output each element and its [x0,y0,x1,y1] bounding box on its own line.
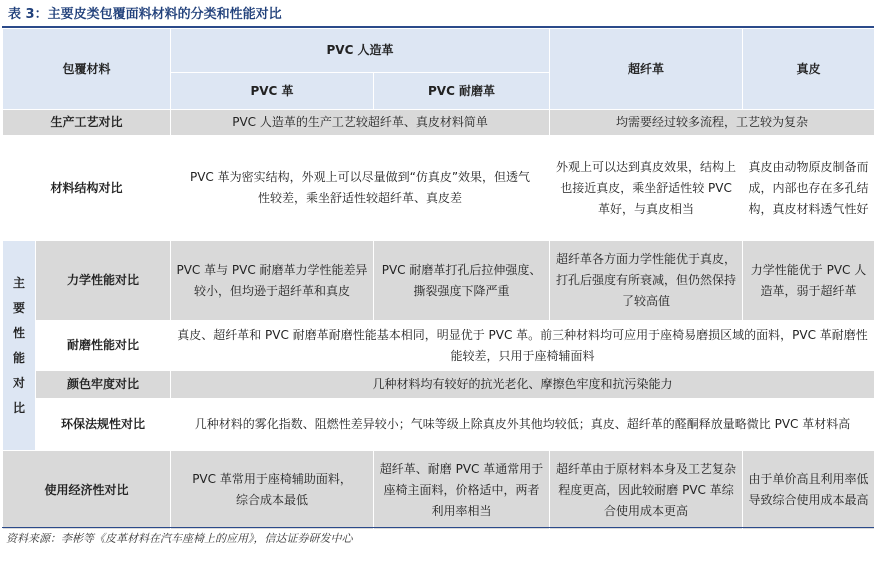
process-other-cell: 均需要经过较多流程，工艺较为复杂 [550,110,875,136]
economy-pvc-cell: PVC 革常用于座椅辅助面料，综合成本最低 [171,451,374,530]
header-pvc: PVC 革 [171,73,374,110]
row-label-color: 颜色牢度对比 [36,371,171,399]
structure-pvc-cell: PVC 革为密实结构，外观上可以尽量做到“仿真皮”效果，但透气性较差，乘坐舒适性较超纤革、真皮差 [171,136,550,241]
economy-microfiber-cell: 超纤革由于原材料本身及工艺复杂程度更高，因此较耐磨 PVC 革综合使用成本更高 [550,451,743,530]
mechanical-microfiber-cell: 超纤革各方面力学性能优于真皮，打孔后强度有所衰减，但仍然保持了较高值 [550,241,743,321]
economy-leather-cell: 由于单价高且利用率低导致综合使用成本最高 [743,451,875,530]
header-pvc-wear: PVC 耐磨革 [374,73,550,110]
row-label-process: 生产工艺对比 [3,110,171,136]
group-label-performance [3,241,36,451]
structure-microfiber-cell: 外观上可以达到真皮效果，结构上也接近真皮，乘坐舒适性较 PVC 革好，与真皮相当 [550,136,743,241]
mechanical-pvc-wear-cell: PVC 耐磨革打孔后拉伸强度、撕裂强度下降严重 [374,241,550,321]
wear-cell: 真皮、超纤革和 PVC 耐磨革耐磨性能基本相同，明显优于 PVC 革。前三种材料均可应用于座椅易磨损区域的面料，PVC 革耐磨性能较差，只用于座椅辅面料 [171,321,875,371]
header-pvc-group: PVC 人造革 [171,29,550,73]
header-microfiber: 超纤革 [550,29,743,110]
table-title: 表 3：主要皮类包覆面料材料的分类和性能对比 [8,7,282,22]
process-pvc-cell: PVC 人造革的生产工艺较超纤革、真皮材料简单 [171,110,550,136]
structure-leather-cell: 真皮由动物原皮制备而成，内部也存在多孔结构，真皮材料透气性好 [743,136,875,241]
header-material: 包覆材料 [3,29,171,110]
table-bottom-line [2,527,874,528]
header-leather: 真皮 [743,29,875,110]
env-cell: 几种材料的雾化指数、阻燃性差异较小；气味等级上除真皮外其他均较低；真皮、超纤革的醛酮释放量略微比 PVC 革材料高 [171,399,875,451]
mechanical-leather-cell: 力学性能优于 PVC 人造革，弱于超纤革 [743,241,875,321]
row-label-structure: 材料结构对比 [3,136,171,241]
row-label-economy: 使用经济性对比 [3,451,171,530]
row-label-env: 环保法规性对比 [36,399,171,451]
economy-pvc-wear-cell: 超纤革、耐磨 PVC 革通常用于座椅主面料，价格适中，两者利用率相当 [374,451,550,530]
mechanical-pvc-cell: PVC 革与 PVC 耐磨革力学性能差异较小，但均逊于超纤革和真皮 [171,241,374,321]
group-label-text: 主要性能对比 [12,275,25,415]
comparison-table [2,28,875,530]
row-label-wear: 耐磨性能对比 [36,321,171,371]
row-label-mechanical: 力学性能对比 [36,241,171,321]
color-cell: 几种材料均有较好的抗光老化、摩擦色牢度和抗污染能力 [171,371,875,399]
source-note: 资料来源：李彬等《皮革材料在汽车座椅上的应用》，信达证券研发中心 [6,532,353,545]
